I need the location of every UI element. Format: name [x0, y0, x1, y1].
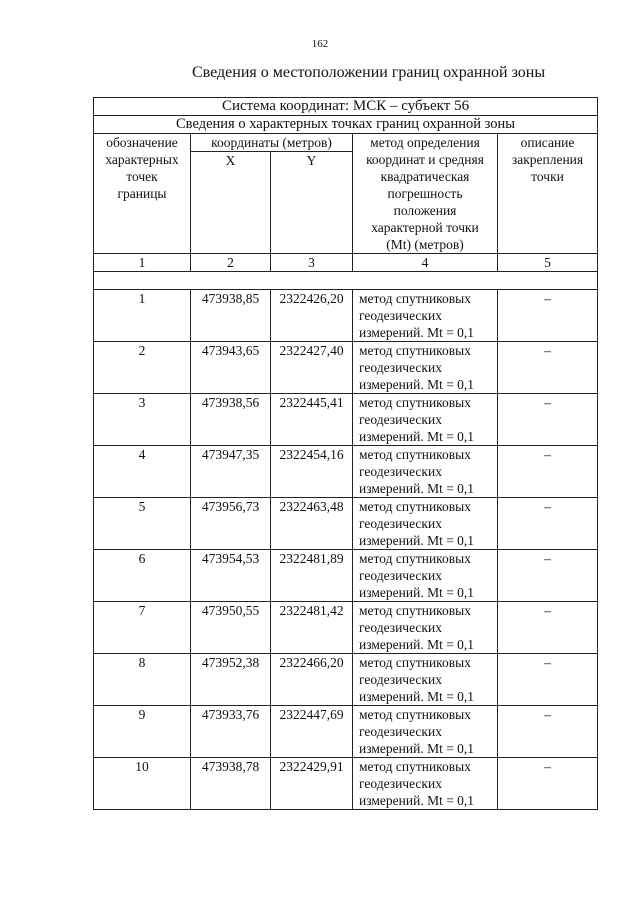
- method-line: метод спутниковых: [359, 655, 471, 670]
- point-number: 8: [94, 654, 191, 706]
- header-coordinates: координаты (метров): [191, 134, 353, 152]
- method-line: измерений. Mt = 0,1: [359, 533, 475, 548]
- method-line: геодезических: [359, 360, 442, 375]
- table-row: [94, 758, 598, 810]
- boundary-points-table: [93, 97, 598, 810]
- method-line: измерений. Mt = 0,1: [359, 689, 475, 704]
- method-line: метод спутниковых: [359, 395, 471, 410]
- point-number: 7: [94, 602, 191, 654]
- method-line: метод спутниковых: [359, 551, 471, 566]
- method-description: [353, 654, 498, 706]
- point-fixing-description: –: [498, 446, 598, 498]
- method-line: метод спутниковых: [359, 291, 471, 306]
- page-number: 162: [311, 38, 329, 50]
- method-line: метод спутниковых: [359, 447, 471, 462]
- coordinate-x: 473947,35: [191, 446, 271, 498]
- method-line: измерений. Mt = 0,1: [359, 377, 475, 392]
- coordinate-y: 2322481,89: [271, 550, 353, 602]
- point-number: 3: [94, 394, 191, 446]
- table-row: [94, 706, 598, 758]
- point-fixing-description: –: [498, 550, 598, 602]
- method-description: [353, 498, 498, 550]
- coordinate-y: 2322466,20: [271, 654, 353, 706]
- column-number: 2: [191, 254, 271, 272]
- method-description: [353, 602, 498, 654]
- header-y: Y: [271, 152, 353, 254]
- point-fixing-description: –: [498, 602, 598, 654]
- coordinate-y: 2322426,20: [271, 290, 353, 342]
- point-number: 9: [94, 706, 191, 758]
- point-fixing-description: –: [498, 290, 598, 342]
- header-point-designation: обозначение характерных точек границы: [94, 134, 191, 254]
- coordinate-y: 2322481,42: [271, 602, 353, 654]
- table-row: [94, 654, 598, 706]
- method-line: метод спутниковых: [359, 707, 471, 722]
- point-fixing-description: –: [498, 498, 598, 550]
- table-row: [94, 342, 598, 394]
- table-row: [94, 498, 598, 550]
- method-line: геодезических: [359, 516, 442, 531]
- empty-row: [94, 272, 598, 290]
- table-row: [94, 394, 598, 446]
- table-row: [94, 550, 598, 602]
- method-line: измерений. Mt = 0,1: [359, 741, 475, 756]
- coordinate-y: 2322445,41: [271, 394, 353, 446]
- coordinate-x: 473938,56: [191, 394, 271, 446]
- coordinate-system-row: Система координат: МСК – субъект 56: [94, 98, 598, 116]
- point-number: 1: [94, 290, 191, 342]
- method-line: измерений. Mt = 0,1: [359, 637, 475, 652]
- method-description: [353, 550, 498, 602]
- method-line: измерений. Mt = 0,1: [359, 585, 475, 600]
- point-fixing-description: –: [498, 654, 598, 706]
- method-line: геодезических: [359, 464, 442, 479]
- table-row: [94, 602, 598, 654]
- method-line: геодезических: [359, 308, 442, 323]
- point-fixing-description: –: [498, 342, 598, 394]
- method-line: геодезических: [359, 568, 442, 583]
- method-line: метод спутниковых: [359, 759, 471, 774]
- table-row: [94, 290, 598, 342]
- coordinate-x: 473933,76: [191, 706, 271, 758]
- method-line: геодезических: [359, 412, 442, 427]
- method-description: [353, 290, 498, 342]
- point-fixing-description: –: [498, 394, 598, 446]
- point-number: 5: [94, 498, 191, 550]
- method-description: [353, 706, 498, 758]
- header-method: метод определения координат и средняя квадратическая погрешность положения характерной точки (Mt) (метров): [353, 134, 498, 254]
- method-description: [353, 394, 498, 446]
- coordinate-y: 2322454,16: [271, 446, 353, 498]
- coordinate-y: 2322429,91: [271, 758, 353, 810]
- coordinate-x: 473938,85: [191, 290, 271, 342]
- coordinate-x: 473950,55: [191, 602, 271, 654]
- coordinate-x: 473952,38: [191, 654, 271, 706]
- coordinate-y: 2322427,40: [271, 342, 353, 394]
- coordinate-x: 473956,73: [191, 498, 271, 550]
- method-description: [353, 342, 498, 394]
- method-line: геодезических: [359, 620, 442, 635]
- coordinate-y: 2322463,48: [271, 498, 353, 550]
- column-number: 5: [498, 254, 598, 272]
- point-number: 6: [94, 550, 191, 602]
- points-info-row: Сведения о характерных точках границ охранной зоны: [94, 116, 598, 134]
- method-line: измерений. Mt = 0,1: [359, 793, 475, 808]
- method-description: [353, 446, 498, 498]
- method-description: [353, 758, 498, 810]
- point-fixing-description: –: [498, 706, 598, 758]
- point-number: 4: [94, 446, 191, 498]
- column-number: 1: [94, 254, 191, 272]
- document-title: Сведения о местоположении границ охранной зоны: [192, 64, 546, 81]
- method-line: геодезических: [359, 672, 442, 687]
- method-line: геодезических: [359, 776, 442, 791]
- method-line: метод спутниковых: [359, 499, 471, 514]
- table-row: [94, 446, 598, 498]
- point-number: 10: [94, 758, 191, 810]
- method-line: метод спутниковых: [359, 343, 471, 358]
- header-description: описание закрепления точки: [498, 134, 598, 254]
- coordinate-x: 473954,53: [191, 550, 271, 602]
- column-number: 4: [353, 254, 498, 272]
- point-number: 2: [94, 342, 191, 394]
- point-fixing-description: –: [498, 758, 598, 810]
- method-line: метод спутниковых: [359, 603, 471, 618]
- method-line: геодезических: [359, 724, 442, 739]
- coordinate-x: 473938,78: [191, 758, 271, 810]
- column-number: 3: [271, 254, 353, 272]
- coordinate-y: 2322447,69: [271, 706, 353, 758]
- method-line: измерений. Mt = 0,1: [359, 481, 475, 496]
- method-line: измерений. Mt = 0,1: [359, 325, 475, 340]
- coordinate-x: 473943,65: [191, 342, 271, 394]
- header-x: X: [191, 152, 271, 254]
- table-body: [94, 290, 598, 810]
- method-line: измерений. Mt = 0,1: [359, 429, 475, 444]
